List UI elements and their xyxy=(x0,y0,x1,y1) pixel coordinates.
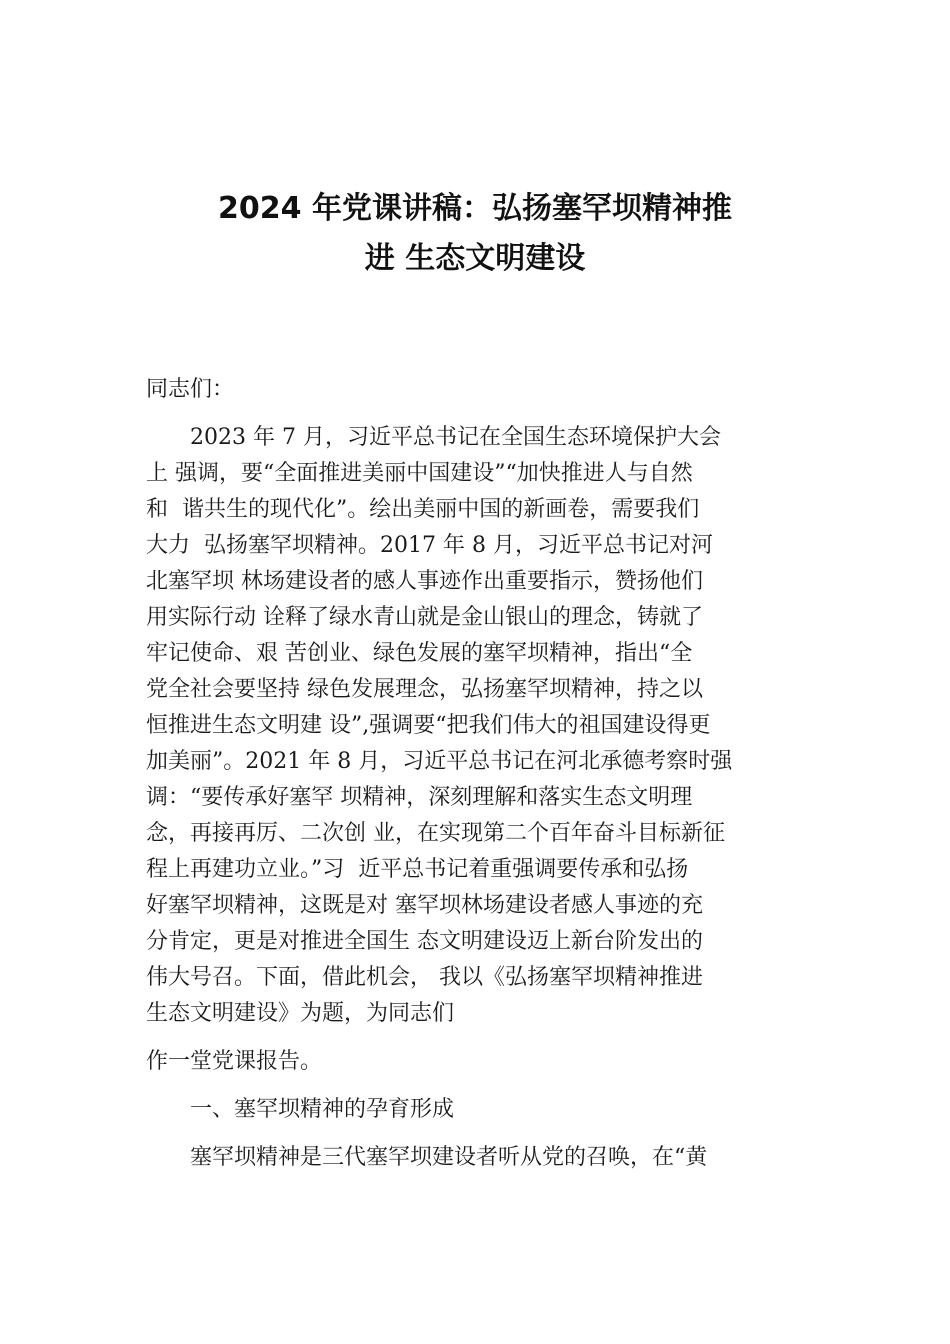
document-title-line1: 2024 年党课讲稿：弘扬塞罕坝精神推 xyxy=(218,191,732,226)
paragraph-line: 北塞罕坝 林场建设者的感人事迹作出重要指示，赞扬他们 xyxy=(146,569,703,594)
paragraph-line: 上 强调，要“全面推进美丽中国建设”“加快推进人与自然 xyxy=(146,461,693,486)
paragraph-line: 恒推进生态文明建 设”,强调要“把我们伟大的祖国建设得更 xyxy=(146,713,711,738)
paragraph-line: 分肯定，更是对推进全国生 态文明建设迈上新台阶发出的 xyxy=(146,929,703,954)
paragraph-continuation: 作一堂党课报告。 xyxy=(146,1049,323,1074)
paragraph-line: 伟大号召。下面，借此机会， 我以《弘扬塞罕坝精神推进 xyxy=(146,965,703,990)
paragraph-line: 大力 弘扬塞罕坝精神。2017 年 8 月，习近平总书记对河 xyxy=(146,533,713,558)
paragraph-line: 好塞罕坝精神，这既是对 塞罕坝林场建设者感人事迹的充 xyxy=(146,893,703,918)
paragraph-line: 2023 年 7 月，习近平总书记在全国生态环境保护大会 xyxy=(146,425,721,450)
paragraph-line: 程上再建功立业。”习 近平总书记着重强调要传承和弘扬 xyxy=(146,857,689,882)
paragraph-line: 和 谐共生的现代化”。绘出美丽中国的新画卷，需要我们 xyxy=(146,497,700,522)
paragraph-line: 调：“要传承好塞罕 坝精神，深刻理解和落实生态文明理 xyxy=(146,785,693,810)
paragraph-line: 用实际行动 诠释了绿水青山就是金山银山的理念，铸就了 xyxy=(146,605,703,630)
paragraph-line: 加美丽”。2021 年 8 月，习近平总书记在河北承德考察时强 xyxy=(146,749,733,774)
paragraph-line: 党全社会要坚持 绿色发展理念，弘扬塞罕坝精神，持之以 xyxy=(146,677,703,702)
section-heading: 一、塞罕坝精神的孕育形成 xyxy=(146,1097,455,1122)
document-title-line2: 进 生态文明建设 xyxy=(364,241,586,276)
paragraph-line: 牢记使命、艰 苦创业、绿色发展的塞罕坝精神，指出“全 xyxy=(146,641,693,666)
paragraph-line: 生态文明建设》为题，为同志们 xyxy=(146,1001,455,1026)
paragraph-line: 念，再接再厉、二次创 业，在实现第二个百年奋斗目标新征 xyxy=(146,821,725,846)
salutation: 同志们： xyxy=(146,377,235,402)
section-paragraph-line: 塞罕坝精神是三代塞罕坝建设者听从党的召唤，在“黄 xyxy=(146,1145,708,1170)
